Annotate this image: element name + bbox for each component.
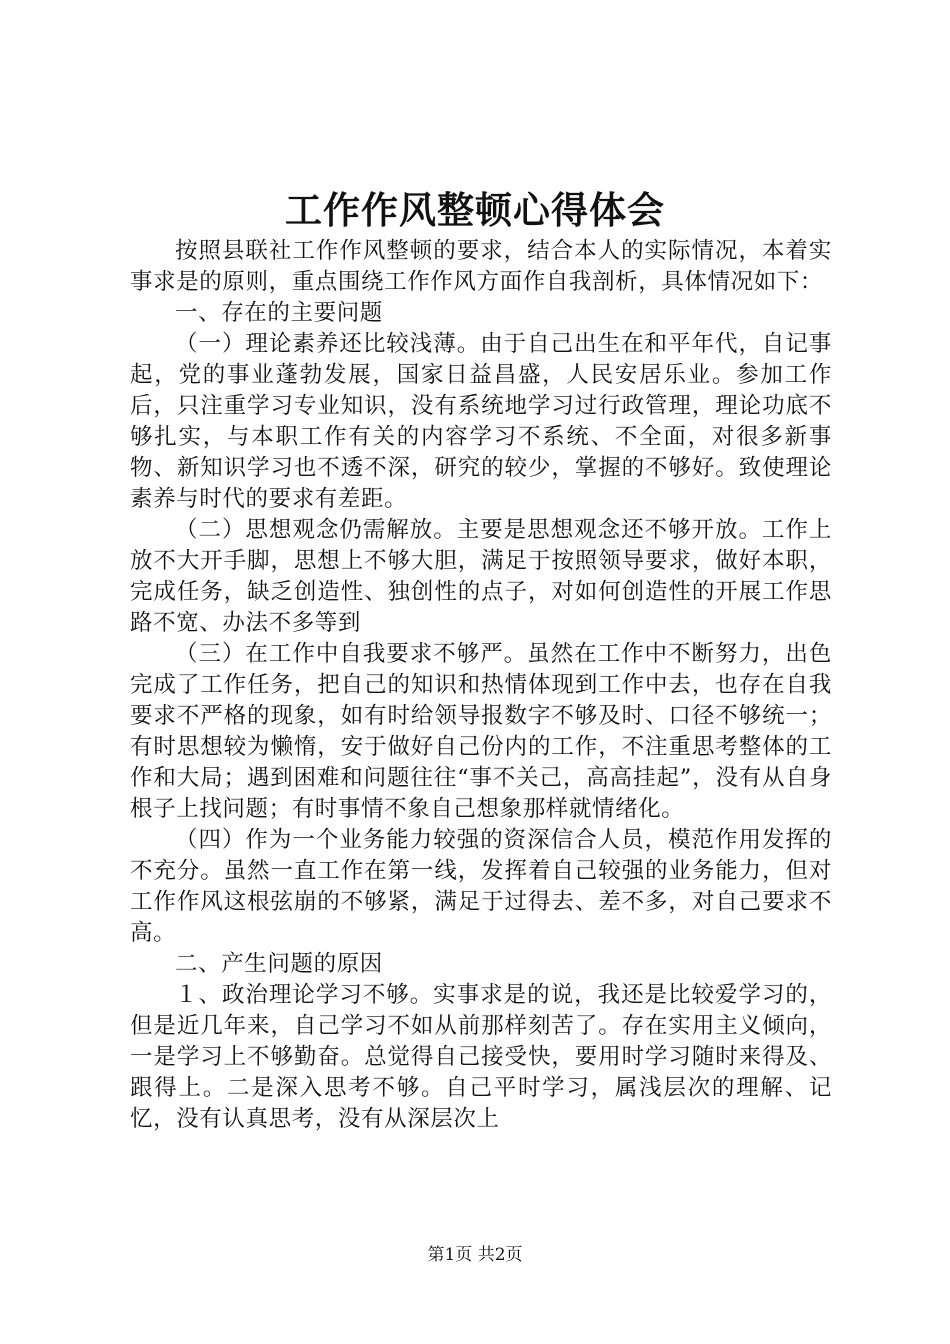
cause-paragraph-1: １、政治理论学习不够。实事求是的说，我还是比较爱学习的，但是近几年来，自己学习不如从前那样刻苦了。存在实用主义倾向，一是学习上不够勤奋。总觉得自己接受快，要用时学习随时来得及、跟得上。二是深入思考不够。自己平时学习，属浅层次的理解、记忆，没有认真思考，没有从深层次上 bbox=[130, 982, 832, 1132]
page-footer: 第1页 共2页 bbox=[427, 1245, 523, 1265]
document-body bbox=[130, 236, 832, 1135]
problem-paragraph-2: （二）思想观念仍需解放。主要是思想观念还不够开放。工作上放不大开手脚，思想上不够大胆，满足于按照领导要求，做好本职，完成任务，缺乏创造性、独创性的点子，对如何创造性的开展工作思路不宽、办法不多等到 bbox=[130, 517, 832, 636]
problem-paragraph-4: （四）作为一个业务能力较强的资深信合人员，模范作用发挥的不充分。虽然一直工作在第一线，发挥着自己较强的业务能力，但对工作作风这根弦崩的不够紧，满足于过得去、差不多，对自己要求不高。 bbox=[130, 827, 832, 946]
intro-paragraph: 按照县联社工作作风整顿的要求，结合本人的实际情况，本着实事求是的原则，重点围绕工作作风方面作自我剖析，具体情况如下： bbox=[130, 238, 832, 295]
problem-paragraph-3: （三）在工作中自我要求不够严。虽然在工作中不断努力，出色完成了工作任务，把自己的知识和热情体现到工作中去，也存在自我要求不严格的现象，如有时给领导报数字不够及时、口径不够统一；有时思想较为懒惰，安于做好自己份内的工作，不注重思考整体的工作和大局；遇到困难和问题往往“事不关己，高高挂起”，没有从自身根子上找问题；有时事情不象自己想象那样就情绪化。 bbox=[130, 641, 832, 822]
section-heading-problems: 一、存在的主要问题 bbox=[175, 300, 383, 326]
section-heading-causes: 二、产生问题的原因 bbox=[175, 951, 383, 977]
problem-paragraph-1: （一）理论素养还比较浅薄。由于自己出生在和平年代，自记事起，党的事业蓬勃发展，国家日益昌盛，人民安居乐业。参加工作后，只注重学习专业知识，没有系统地学习过行政管理，理论功底不够扎实，与本职工作有关的内容学习不系统、不全面，对很多新事物、新知识学习也不透不深，研究的较少，掌握的不够好。致使理论素养与时代的要求有差距。 bbox=[130, 331, 832, 512]
document-title: 工作作风整顿心得体会 bbox=[285, 188, 665, 232]
